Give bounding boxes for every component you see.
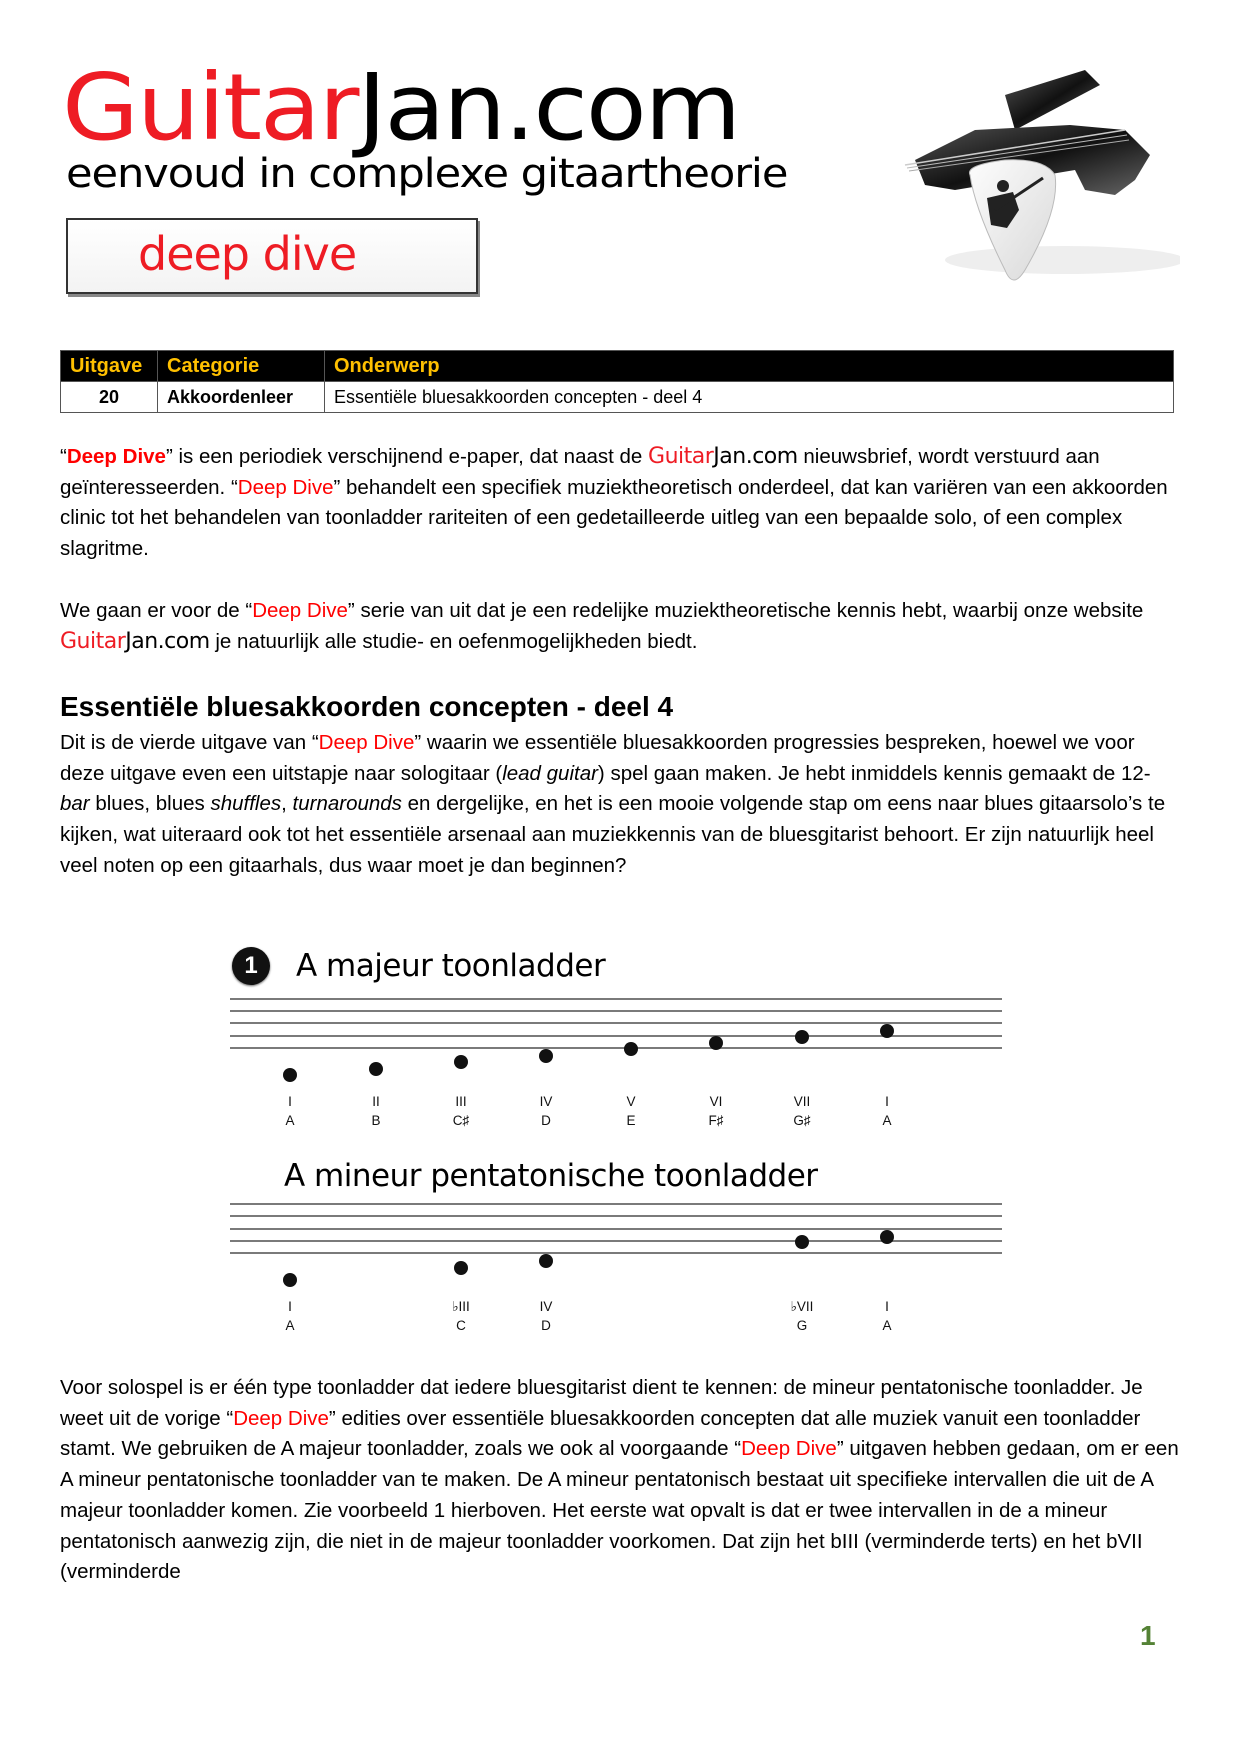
text: nieuwsbrief, wordt verstuurd aan geïnteresseerden. “ — [60, 445, 1100, 499]
page-number: 1 — [1140, 1620, 1156, 1651]
scale2-title: A mineur pentatonische toonladder — [284, 1158, 818, 1194]
staff-line — [230, 1203, 1002, 1205]
text: Voor solospel is er één type toonladder dat iedere bluesgitarist dient te kennen: de mineur pentatonische toonladder. Je weet uit de vorige “ — [60, 1376, 1143, 1430]
note-dot — [283, 1273, 297, 1287]
text: ” edities over essentiële bluesakkoorden concepten dat alle muziek vanuit een toonladder stamt. We gebruiken de A majeur toonladder, zoals we ook al voorgaande “ — [60, 1406, 1141, 1461]
italic-term: lead guitar — [502, 761, 598, 785]
scale1-title: A majeur toonladder — [296, 948, 606, 984]
degree-label: III — [455, 1094, 467, 1109]
article-paragraph-2 — [60, 1373, 1180, 1588]
inline-logo-jan: Jan.com — [713, 444, 798, 469]
note-label: A — [285, 1113, 295, 1128]
inline-logo — [60, 629, 210, 654]
text: ) spel gaan maken. Je hebt inmiddels kennis gemaakt de 12- — [597, 761, 1151, 785]
note-label: D — [541, 1113, 551, 1128]
note-dot — [880, 1024, 894, 1038]
staff-line — [230, 998, 1002, 1000]
italic-term: bar — [60, 792, 90, 816]
text: ” is een periodiek verschijnend e-paper, dat naast de — [165, 445, 649, 468]
article-title: Essentiële bluesakkoorden concepten - deel 4 — [60, 691, 674, 722]
logo-jan-text: Jan.com — [357, 54, 740, 161]
cell-uitgave: 20 — [61, 382, 158, 413]
quote: “ — [60, 445, 67, 468]
figure-number-badge: 1 — [232, 947, 270, 985]
note-dot — [709, 1036, 723, 1050]
note-dot — [539, 1254, 553, 1268]
deep-dive-term: Deep Dive — [237, 475, 334, 499]
text: Dit is de vierde uitgave van “ — [60, 731, 319, 754]
degree-label: I — [885, 1299, 889, 1314]
note-dot — [454, 1261, 468, 1275]
degree-label: I — [288, 1094, 292, 1109]
degree-label: IV — [539, 1094, 553, 1109]
text: blues, blues — [89, 792, 211, 816]
note-label: B — [371, 1113, 381, 1128]
degree-label: I — [288, 1299, 292, 1314]
degree-label: VII — [793, 1094, 811, 1109]
note-label: A — [882, 1113, 892, 1128]
staff-line — [230, 1215, 1002, 1217]
deep-dive-badge-text: deep dive — [138, 227, 357, 281]
note-dot — [283, 1068, 297, 1082]
deep-dive-term: Deep Dive — [66, 445, 166, 468]
header-categorie: Categorie — [158, 351, 325, 382]
note-label: C — [456, 1318, 466, 1333]
site-tagline: eenvoud in complexe gitaartheorie — [66, 151, 788, 197]
staff-line — [230, 1010, 1002, 1012]
note-dot — [880, 1230, 894, 1244]
note-label: C♯ — [452, 1113, 470, 1128]
note-dot — [454, 1055, 468, 1069]
degree-label: V — [626, 1094, 636, 1109]
note-label: A — [285, 1318, 295, 1333]
deep-dive-badge — [66, 218, 478, 294]
intro-paragraph-1 — [60, 442, 1180, 565]
staff-line — [230, 1047, 1002, 1049]
text: ” waarin we essentiële bluesakkoorden progressies bespreken, hoewel we voor deze uitgave even een uitstapje naar sologitaar ( — [60, 731, 1135, 785]
intro-paragraph-2 — [60, 596, 1180, 657]
text: je natuurlijk alle studie- en oefenmogelijkheden biedt. — [209, 629, 698, 653]
note-label: F♯ — [708, 1113, 724, 1128]
issue-info-table — [60, 350, 1174, 413]
note-label: E — [626, 1113, 636, 1128]
text: We gaan er voor de “ — [60, 599, 253, 622]
italic-term: turnarounds — [292, 792, 402, 816]
italic-term: shuffles — [210, 792, 282, 816]
note-dot — [795, 1235, 809, 1249]
inline-logo-jan: Jan.com — [125, 628, 210, 654]
header-uitgave: Uitgave — [61, 351, 158, 382]
site-logo — [62, 54, 740, 161]
text: ” uitgaven hebben gedaan, om er een A mineur pentatonische toonladder van te maken. De A mineur pentatonisch bestaat uit specifieke intervallen die uit de A majeur toonladder komen. Zie voorbeeld 1 hierboven. Het eerste wat opvalt is dat er twee intervallen in de a mineur pentatonisch aanwezig zijn, die niet in de majeur toonladder voorkomen. Dat zijn het bIII (verminderde terts) en het bVII (verminderde — [60, 1437, 1179, 1584]
text: en dergelijke, en het is een mooie volgende stap om eens naar blues gitaarsolo’s te kijken, wat uiteraard ook tot het essentiële arsenaal aan muziekkennis van de bluesgitarist behoort. Er zijn natuurlijk heel veel noten op een gitaarhals, dus waar moet je dan beginnen? — [60, 792, 1166, 877]
cell-onderwerp: Essentiële bluesakkoorden concepten - deel 4 — [325, 382, 1174, 413]
note-dot — [624, 1042, 638, 1056]
cell-categorie: Akkoordenleer — [158, 382, 325, 413]
degree-label: VI — [709, 1094, 723, 1109]
table-row — [61, 382, 1174, 413]
logo-guitar-text: Guitar — [62, 54, 358, 161]
degree-label: II — [372, 1094, 380, 1109]
deep-dive-term: Deep Dive — [233, 1406, 329, 1430]
inline-logo — [648, 444, 798, 469]
degree-label: IV — [539, 1299, 553, 1314]
deep-dive-term: Deep Dive — [741, 1437, 837, 1461]
inline-logo-guitar: Guitar — [60, 628, 126, 654]
inline-logo-guitar: Guitar — [648, 444, 714, 469]
header-onderwerp: Onderwerp — [325, 351, 1174, 382]
note-dot — [369, 1062, 383, 1076]
guitar-and-pick-icon — [895, 60, 1180, 310]
staff-line — [230, 1252, 1002, 1254]
note-label: D — [541, 1318, 551, 1333]
text: ” serie van uit dat je een redelijke muziektheoretische kennis hebt, waarbij onze website — [347, 599, 1144, 622]
text: ” behandelt een specifiek muziektheoretisch onderdeel, dat kan variëren van een akkoorden clinic tot het behandelen van toonladder rariteiten of een gedetailleerde uitleg van een bepaalde solo, of een complex slagritme. — [60, 475, 1168, 561]
degree-label: I — [885, 1094, 889, 1109]
note-label: A — [882, 1318, 892, 1333]
table-header-row — [61, 351, 1174, 382]
deep-dive-term: Deep Dive — [252, 599, 348, 622]
degree-label: ♭III — [452, 1299, 470, 1314]
degree-label: ♭VII — [790, 1299, 814, 1314]
note-dot — [539, 1049, 553, 1063]
deep-dive-term: Deep Dive — [318, 731, 415, 754]
article-paragraph-1 — [60, 728, 1180, 882]
note-label: G♯ — [793, 1113, 811, 1128]
note-label: G — [796, 1318, 808, 1333]
note-dot — [795, 1030, 809, 1044]
text: , — [281, 792, 293, 816]
